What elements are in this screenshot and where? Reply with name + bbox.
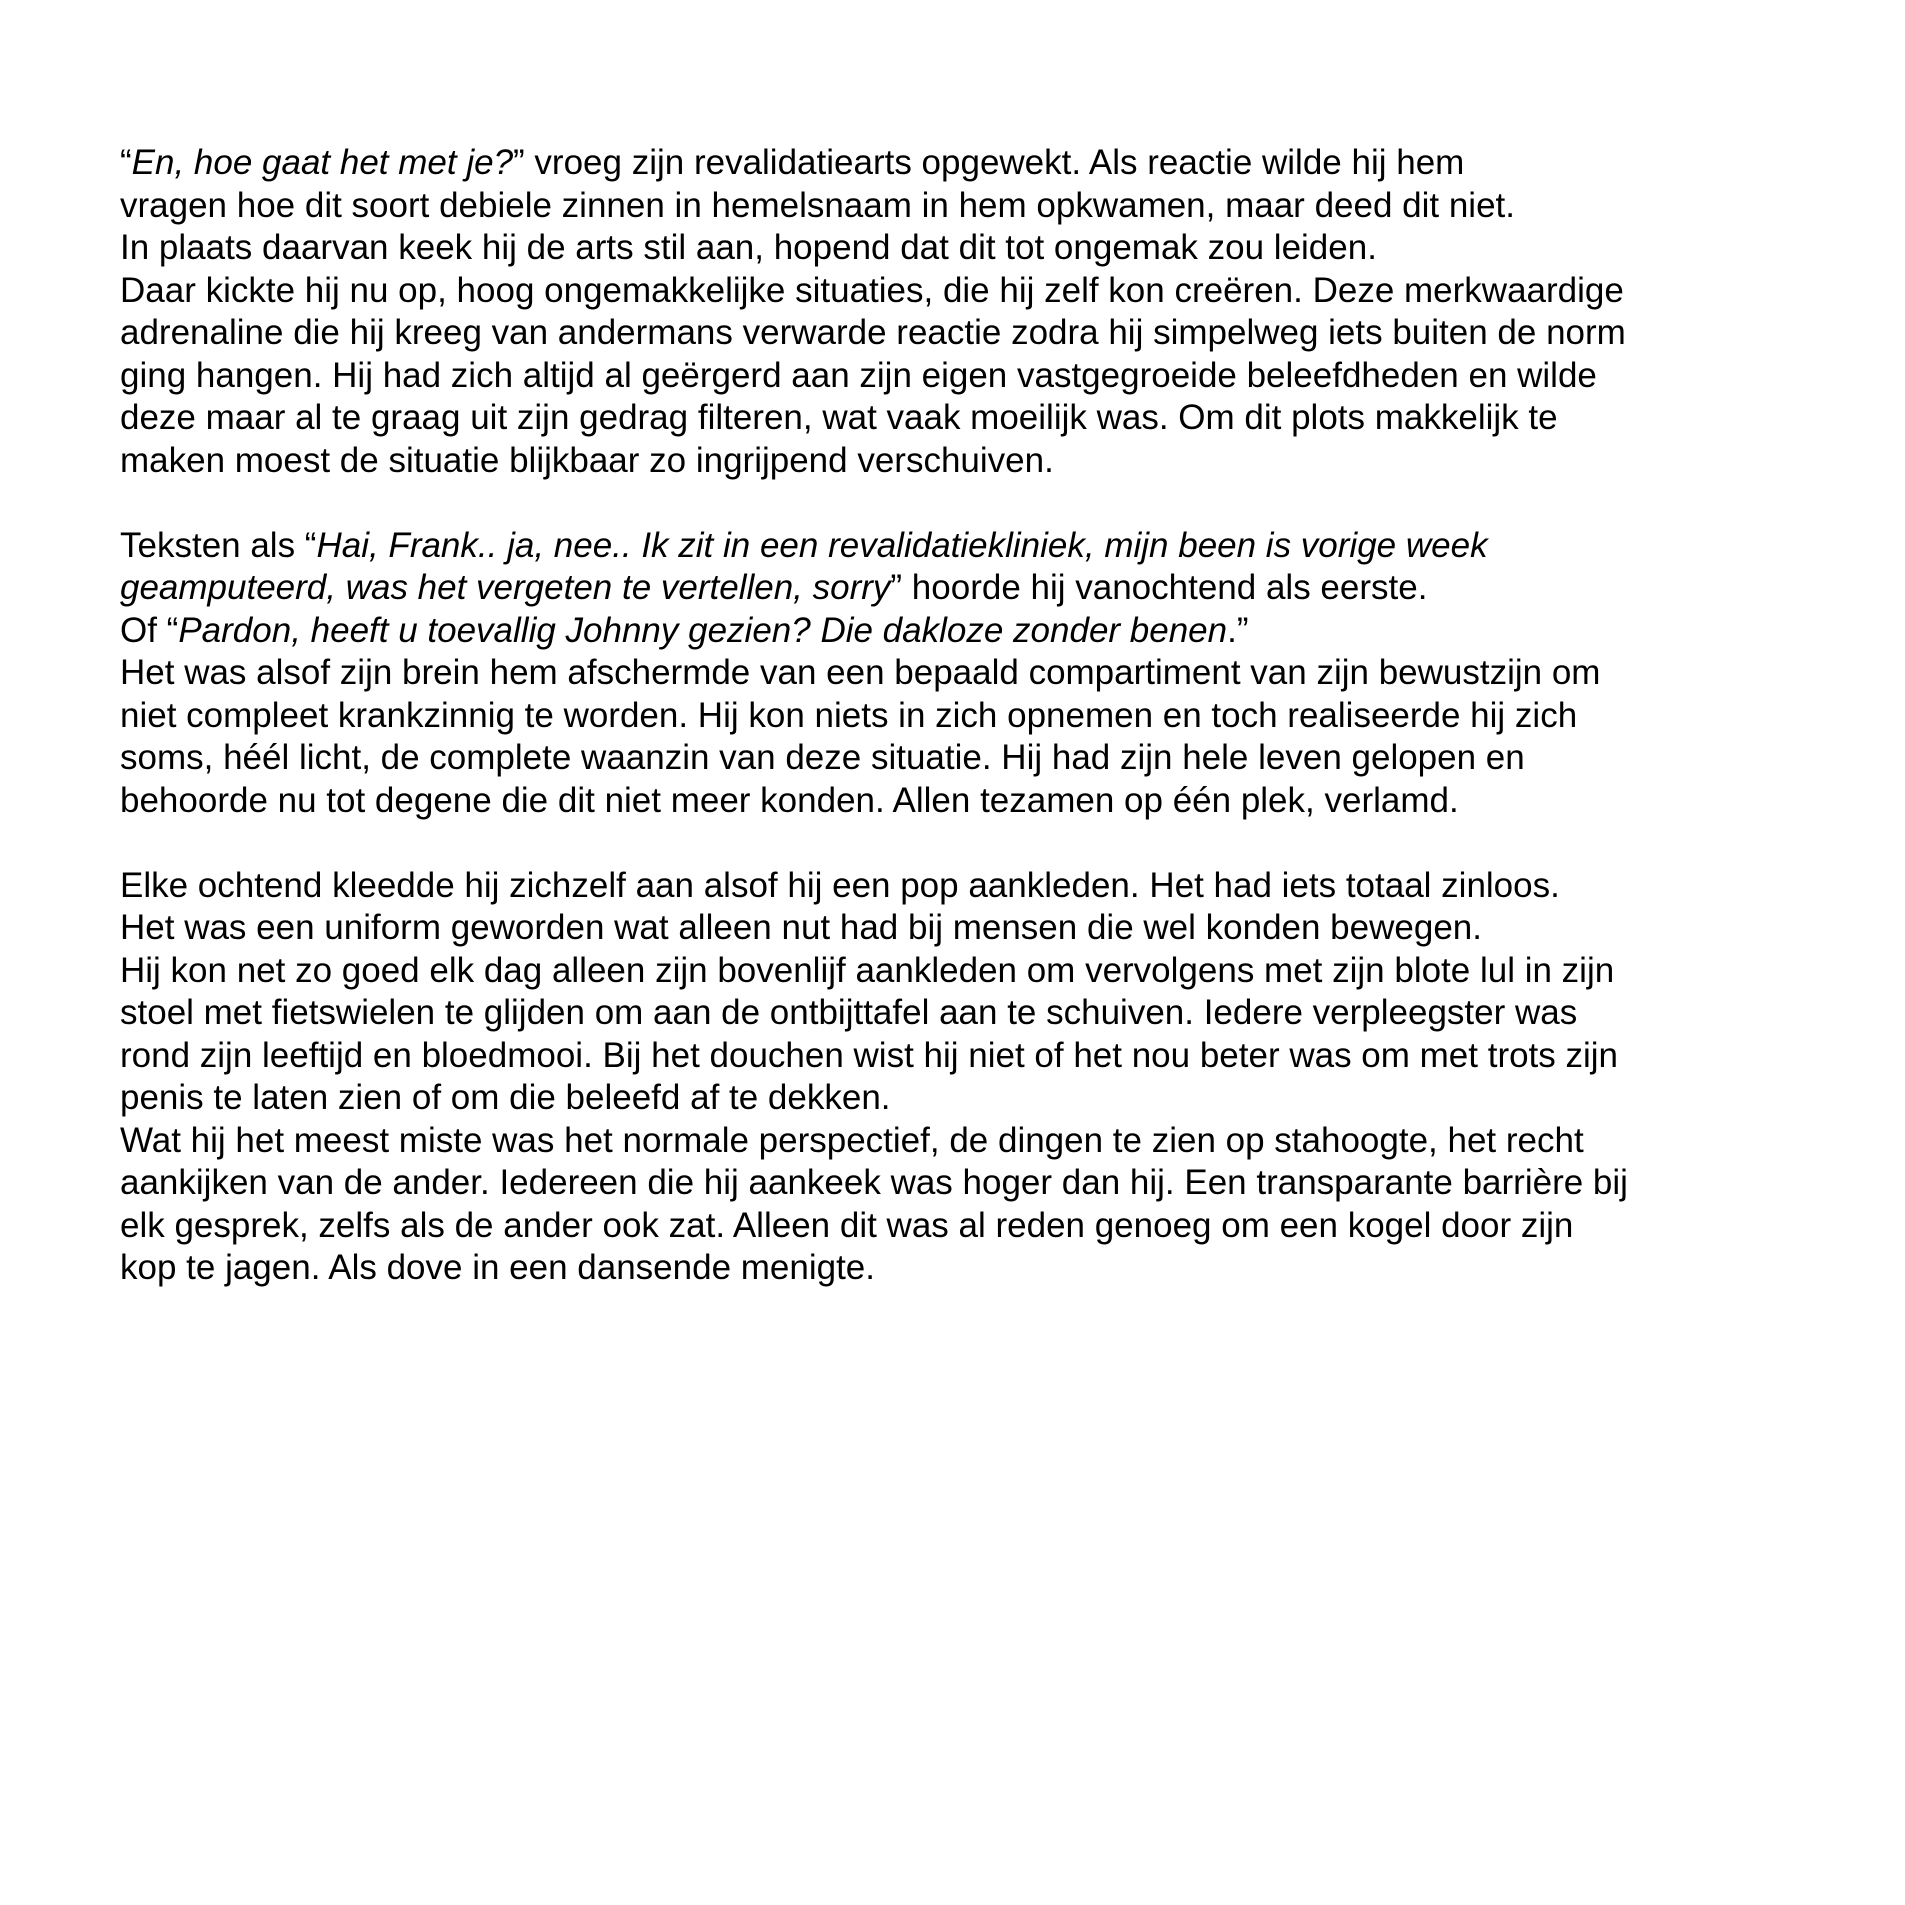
text-segment: ” vroeg zijn revalidatiearts opgewekt. Als reactie wilde hij hem <box>513 143 1465 182</box>
text-segment: ” hoorde hij vanochtend als eerste. <box>890 568 1428 607</box>
text-line <box>120 1077 1820 1120</box>
text-segment: Hij kon net zo goed elk dag alleen zijn bovenlijf aankleden om vervolgens met zijn blote lul in zijn <box>120 950 1615 990</box>
text-segment: vragen hoe dit soort debiele zinnen in hemelsnaam in hem opkwamen, maar deed dit niet. <box>120 185 1515 225</box>
text-segment: niet compleet krankzinnig te worden. Hij kon niets in zich opnemen en toch realiseerde hij zich <box>120 695 1578 735</box>
text-line <box>120 227 1820 270</box>
italic-text-segment: Pardon, heeft u toevallig Johnny gezien? Die dakloze zonder benen <box>178 610 1228 650</box>
text-line <box>120 695 1820 738</box>
text-segment: aankijken van de ander. Iedereen die hij aankeek was hoger dan hij. Een transparante barrière bij <box>120 1163 1628 1202</box>
text-segment: Het was alsof zijn brein hem afschermde van een bepaald compartiment van zijn bewustzijn om <box>120 653 1601 692</box>
paragraph-3 <box>120 865 1820 1290</box>
text-line <box>120 525 1820 568</box>
text-line <box>120 355 1820 398</box>
text-line <box>120 1247 1820 1290</box>
text-segment: behoorde nu tot degene die dit niet meer konden. Allen tezamen op één plek, verlamd. <box>120 780 1459 820</box>
text-line <box>120 737 1820 780</box>
text-line <box>120 652 1820 695</box>
text-segment: Elke ochtend kleedde hij zichzelf aan alsof hij een pop aankleden. Het had iets totaal zinloos. <box>120 865 1560 905</box>
text-segment: maken moest de situatie blijkbaar zo ingrijpend verschuiven. <box>120 440 1054 480</box>
italic-text-segment: geamputeerd, was het vergeten te vertellen, sorry <box>120 568 891 607</box>
text-segment: Wat hij het meest miste was het normale perspectief, de dingen te zien op stahoogte, het recht <box>120 1120 1584 1160</box>
text-line <box>120 1120 1820 1163</box>
text-line <box>120 950 1820 993</box>
text-line <box>120 185 1820 228</box>
text-line <box>120 992 1820 1035</box>
text-line <box>120 270 1820 313</box>
text-segment: .” <box>1227 610 1249 650</box>
text-segment: Teksten als “ <box>120 525 317 565</box>
text-segment: “ <box>120 143 132 182</box>
text-segment: stoel met fietswielen te glijden om aan de ontbijttafel aan te schuiven. Iedere verpleegster was <box>120 993 1578 1032</box>
text-segment: kop te jagen. Als dove in een dansende menigte. <box>120 1248 875 1287</box>
text-line <box>120 780 1820 823</box>
text-line <box>120 610 1820 653</box>
text-line <box>120 907 1820 950</box>
text-segment: ging hangen. Hij had zich altijd al geërgerd aan zijn eigen vastgegroeide beleefdheden en wilde <box>120 355 1597 395</box>
text-segment: Daar kickte hij nu op, hoog ongemakkelijke situaties, die hij zelf kon creëren. Deze merkwaardige <box>120 270 1624 310</box>
text-segment: penis te laten zien of om die beleefd af te dekken. <box>120 1078 891 1117</box>
paragraph-2 <box>120 525 1820 823</box>
text-line <box>120 567 1820 610</box>
text-line <box>120 1035 1820 1078</box>
text-segment: rond zijn leeftijd en bloedmooi. Bij het douchen wist hij niet of het nou beter was om met trots zijn <box>120 1035 1619 1075</box>
text-segment: Of “ <box>120 610 179 650</box>
text-line <box>120 1162 1820 1205</box>
text-segment: soms, héél licht, de complete waanzin van deze situatie. Hij had zijn hele leven gelopen en <box>120 738 1525 777</box>
text-segment: adrenaline die hij kreeg van andermans verwarde reactie zodra hij simpelweg iets buiten de norm <box>120 313 1626 352</box>
paragraph-gap <box>120 482 1820 525</box>
text-segment: deze maar al te graag uit zijn gedrag filteren, wat vaak moeilijk was. Om dit plots makkelijk te <box>120 398 1558 437</box>
text-line <box>120 312 1820 355</box>
paragraph-gap <box>120 822 1820 865</box>
text-line <box>120 865 1820 908</box>
text-segment: Het was een uniform geworden wat alleen nut had bij mensen die wel konden bewegen. <box>120 908 1482 947</box>
text-segment: elk gesprek, zelfs als de ander ook zat. Alleen dit was al reden genoeg om een kogel door zijn <box>120 1205 1574 1245</box>
text-line <box>120 142 1820 185</box>
text-line <box>120 397 1820 440</box>
text-line <box>120 440 1820 483</box>
paragraph-1 <box>120 142 1820 482</box>
document-body <box>120 142 1820 1290</box>
italic-text-segment: En, hoe gaat het met je? <box>131 143 514 182</box>
italic-text-segment: Hai, Frank.. ja, nee.. Ik zit in een revalidatiekliniek, mijn been is vorige week <box>316 525 1488 565</box>
text-line <box>120 1205 1820 1248</box>
text-segment: In plaats daarvan keek hij de arts stil aan, hopend dat dit tot ongemak zou leiden. <box>120 228 1377 267</box>
